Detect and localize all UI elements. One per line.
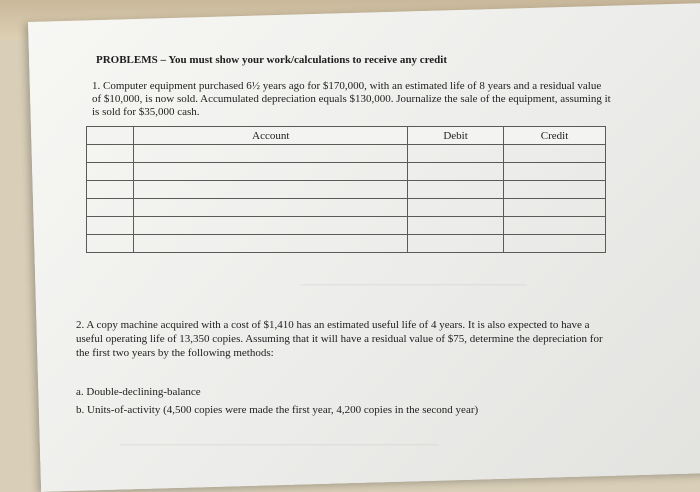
method-a: a. Double-declining-balance: [76, 386, 201, 398]
problem-2-text: 2. A copy machine acquired with a cost of $1,410 has an estimated useful life of 4 years. It is also expected to have a useful operating life of 13,350 copies. Assuming that it will have a residual value of $75, determine the depreciation for the first two years by the following methods:: [76, 319, 603, 359]
table-row: [87, 181, 606, 199]
journal-entry-table: [86, 126, 606, 253]
table-cell: [504, 145, 606, 163]
table-cell: [408, 145, 504, 163]
table-row: [87, 235, 606, 253]
method-b: b. Units-of-activity (4,500 copies were made the first year, 4,200 copies in the second year): [76, 404, 479, 416]
page-heading: PROBLEMS – You must show your work/calculations to receive any credit: [96, 54, 447, 66]
debit-header: Debit: [408, 127, 504, 145]
table-cell: [504, 217, 606, 235]
bleed-through-text: ────────────────────────────────: [300, 280, 527, 291]
table-cell: [408, 235, 504, 253]
table-cell: [504, 181, 606, 199]
table-cell: [408, 163, 504, 181]
table-cell: [134, 217, 408, 235]
table-cell: [87, 217, 134, 235]
table-cell: [87, 145, 134, 163]
table-row: [87, 199, 606, 217]
journal-body: [87, 145, 606, 253]
table-cell: [134, 235, 408, 253]
table-row: [87, 217, 606, 235]
table-cell: [408, 217, 504, 235]
table-cell: [134, 145, 408, 163]
table-cell: [408, 199, 504, 217]
table-cell: [134, 163, 408, 181]
blank-header: [87, 127, 134, 145]
table-cell: [87, 181, 134, 199]
table-cell: [87, 163, 134, 181]
table-row: [87, 145, 606, 163]
table-cell: [134, 181, 408, 199]
table-cell: [504, 199, 606, 217]
table-row: [87, 163, 606, 181]
table-cell: [87, 199, 134, 217]
credit-header: Credit: [504, 127, 606, 145]
methods-list: [76, 383, 616, 419]
table-cell: [87, 235, 134, 253]
table-header-row: [87, 127, 606, 145]
account-header: Account: [134, 127, 408, 145]
table-cell: [408, 181, 504, 199]
table-cell: [504, 163, 606, 181]
problem-1-text: 1. Computer equipment purchased 6½ years ago for $170,000, with an estimated life of 8 years and a residual value of $10,000, is now sold. Accumulated depreciation equals $130,000. Journalize the sale of the equipment, assuming it is sold for $35,000 cash.: [92, 80, 611, 118]
table-cell: [504, 235, 606, 253]
bleed-through-text: ─────────────────────────────────────────────: [120, 440, 439, 451]
table-cell: [134, 199, 408, 217]
